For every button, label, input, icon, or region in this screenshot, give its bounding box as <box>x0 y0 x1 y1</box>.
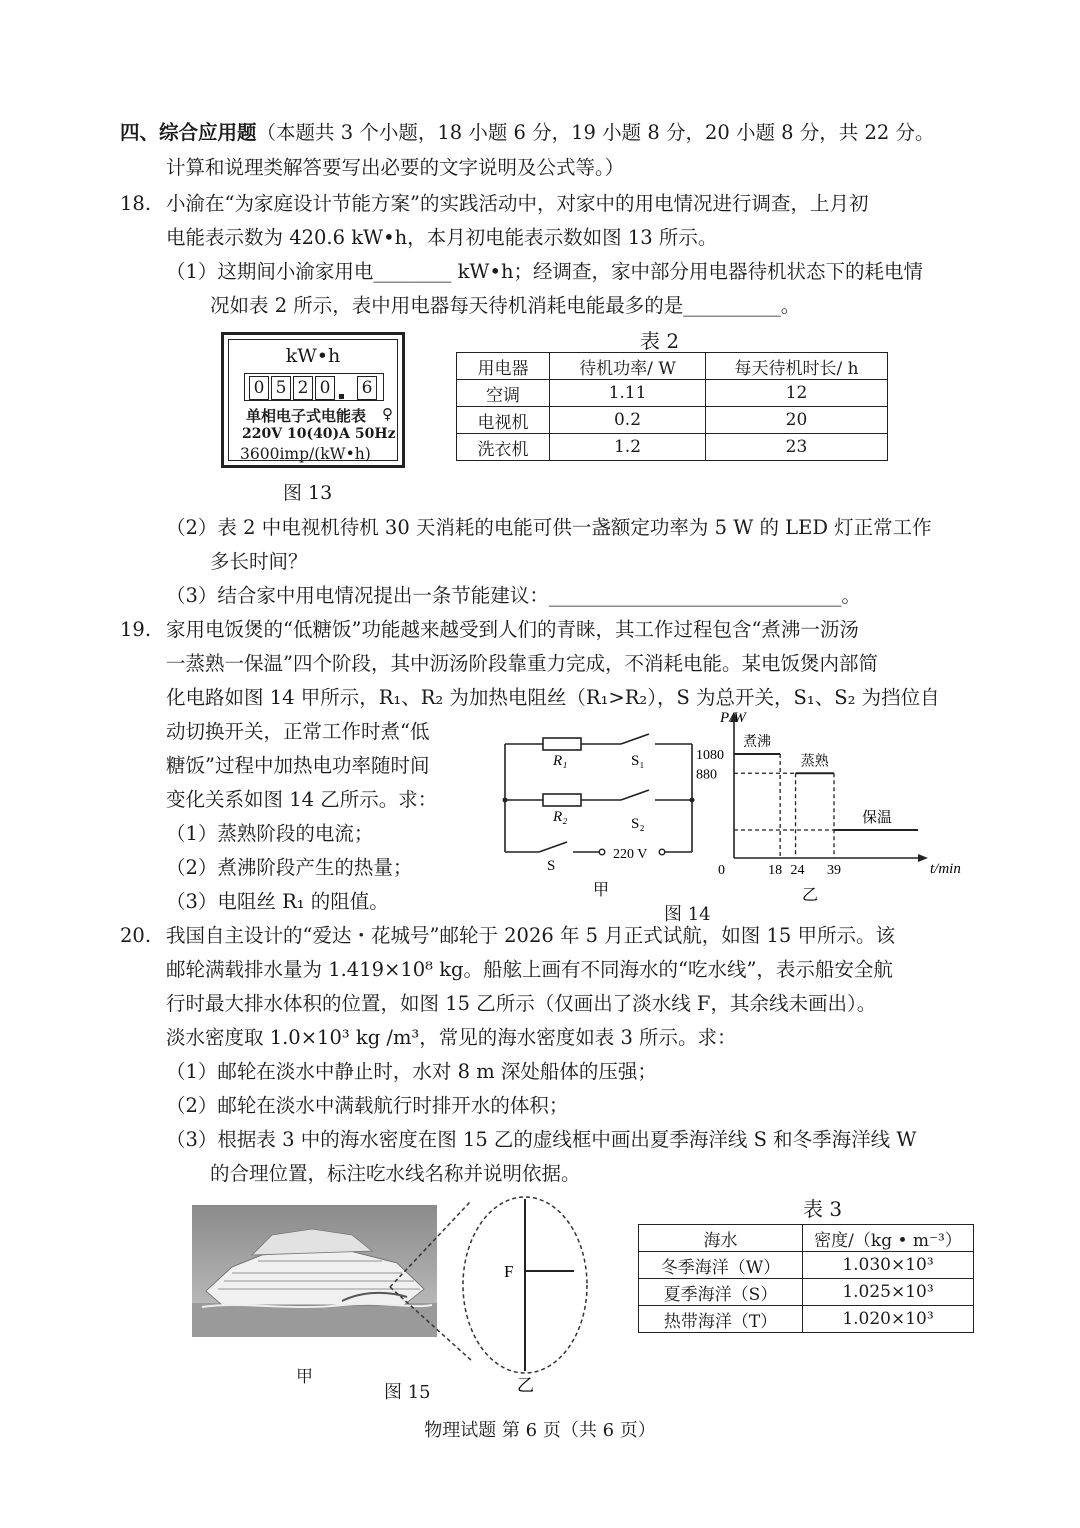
table-cell: 空调 <box>457 380 550 407</box>
table-row <box>457 407 888 434</box>
q18-part-1a: （1）这期间小渝家用电________ kW•h；经调查，家中部分用电器待机状态下的耗电情 <box>166 260 924 283</box>
table-3-title: 表 3 <box>803 1197 843 1221</box>
table-cell: 1.11 <box>550 380 706 407</box>
section-desc-1: （本题共 3 个小题，18 小题 6 分，19 小题 8 分，20 小题 8 分，共 22 分。 <box>256 121 935 144</box>
q20-line-2: 邮轮满载排水量为 1.419×10⁸ kg。船舷上画有不同海水的“吃水线”，表示船安全航 <box>166 958 893 981</box>
q19-line-1: 家用电饭煲的“低糖饭”功能越来越受到人们的青睐，其工作过程包含“煮沸一沥汤 <box>166 618 859 641</box>
section-heading-line <box>120 120 934 146</box>
power-time-chart <box>690 708 975 908</box>
label-f: F <box>504 1262 514 1281</box>
meter-led-icon: ♀ <box>382 405 393 423</box>
q20-part-2: （2）邮轮在淡水中满载航行时排开水的体积； <box>166 1094 569 1117</box>
q18-part-2a: （2）表 2 中电视机待机 30 天消耗的电能可供一盏额定功率为 5 W 的 LED 灯正常工作 <box>166 516 932 539</box>
label-220v: 220 V <box>613 847 648 862</box>
table-header: 每天待机时长/ h <box>706 353 888 380</box>
table-cell: 冬季海洋（W） <box>639 1252 803 1279</box>
q20-part-3b: 的合理位置，标注吃水线名称并说明依据。 <box>210 1162 581 1185</box>
meter-digit: 2 <box>293 376 313 400</box>
q20-number: 20. <box>120 924 152 947</box>
table-header: 待机功率/ W <box>550 353 706 380</box>
x-axis-label: t/min <box>930 861 961 877</box>
q18-part-3: （3）结合家中用电情况提出一条节能建议：______________________________。 <box>166 584 861 607</box>
y-tick-label: 1080 <box>696 748 724 763</box>
q19-line-2: 一蒸熟一保温”四个阶段，其中沥汤阶段靠重力完成，不消耗电能。某电饭煲内部简 <box>166 652 878 675</box>
table-cell: 20 <box>706 407 888 434</box>
q20-part-1: （1）邮轮在淡水中静止时，水对 8 m 深处船体的压强； <box>166 1060 657 1083</box>
label-s1: S₁ <box>631 753 645 769</box>
table-cell: 夏季海洋（S） <box>639 1279 803 1306</box>
q19-line-6: 变化关系如图 14 乙所示。求： <box>166 788 438 811</box>
table-3 <box>638 1224 974 1333</box>
q18-line-1: 小渝在“为家庭设计节能方案”的实践活动中，对家中的用电情况进行调查，上月初 <box>166 192 869 215</box>
figure-14-caption: 图 14 <box>664 904 711 925</box>
meter-display <box>244 373 384 401</box>
meter-decimal-point <box>339 394 344 399</box>
table-header: 用电器 <box>457 353 550 380</box>
q19-line-4: 动切换开关，正常工作时煮“低 <box>166 720 430 743</box>
table-cell: 1.025×10³ <box>803 1279 974 1306</box>
table-cell: 洗衣机 <box>457 434 550 461</box>
segment-label: 蒸熟 <box>800 754 829 770</box>
table-header: 密度/（kg • m⁻³） <box>803 1225 974 1252</box>
x-tick-label: 24 <box>790 863 805 878</box>
chart-caption: 乙 <box>802 887 819 904</box>
table-row <box>457 380 888 407</box>
table-2-title: 表 2 <box>640 329 680 353</box>
table-header: 海水 <box>639 1225 803 1252</box>
table-cell: 电视机 <box>457 407 550 434</box>
section-desc-2: 计算和说理类解答要写出必要的文字说明及公式等。） <box>166 156 625 179</box>
circuit-caption: 甲 <box>593 882 610 899</box>
meter-digit: 0 <box>315 376 335 400</box>
table-cell: 0.2 <box>550 407 706 434</box>
fig15-jia-label: 甲 <box>296 1367 313 1387</box>
meter-imp: 3600imp/(kW•h) <box>240 445 371 463</box>
page-footer: 物理试题 第 6 页（共 6 页） <box>424 1420 656 1441</box>
x-tick-label: 18 <box>768 863 783 878</box>
table-cell: 1.020×10³ <box>803 1306 974 1333</box>
q18-part-2b: 多长时间？ <box>210 550 308 573</box>
meter-digit: 5 <box>271 376 291 400</box>
table-cell: 23 <box>706 434 888 461</box>
q19-number: 19. <box>120 618 152 641</box>
q20-line-3: 行时最大排水体积的位置，如图 15 乙所示（仅画出了淡水线 F，其余线未画出）。 <box>166 992 877 1015</box>
dashed-connector <box>390 1202 470 1287</box>
segment-label: 煮沸 <box>743 735 772 750</box>
y-tick-label: 880 <box>696 767 717 783</box>
meter-digit: 6 <box>357 376 377 400</box>
label-s: S <box>547 858 556 874</box>
figure-15-caption: 图 15 <box>384 1382 431 1403</box>
table-cell: 1.2 <box>550 434 706 461</box>
q20-line-4: 淡水密度取 1.0×10³ kg /m³，常见的海水密度如表 3 所示。求： <box>166 1026 737 1049</box>
q19-part-3: （3）电阻丝 R₁ 的阻值。 <box>166 890 389 913</box>
q20-part-3a: （3）根据表 3 中的海水密度在图 15 乙的虚线框中画出夏季海洋线 S 和冬季海洋线 W <box>166 1128 917 1151</box>
x-tick-label: 0 <box>718 863 725 878</box>
label-s2: S₂ <box>631 816 645 832</box>
y-axis-label: P/W <box>720 710 746 726</box>
circuit-diagram <box>495 730 705 900</box>
q18-number: 18. <box>120 192 152 215</box>
q19-line-3: 化电路如图 14 甲所示，R₁、R₂ 为加热电阻丝（R₁>R₂），S 为总开关，S₁、S₂ 为挡位自 <box>166 686 940 709</box>
fig15-yi-label: 乙 <box>517 1376 534 1395</box>
meter-spec: 220V 10(40)A 50Hz <box>242 426 396 442</box>
table-cell: 12 <box>706 380 888 407</box>
table-2 <box>456 352 888 461</box>
q18-line-2: 电能表示数为 420.6 kW•h，本月初电能表示数如图 13 所示。 <box>166 226 718 249</box>
x-tick-label: 39 <box>827 863 841 878</box>
table-row <box>457 434 888 461</box>
q19-line-5: 糖饭”过程中加热电功率随时间 <box>166 754 430 777</box>
q18-part-1b: 况如表 2 所示，表中用电器每天待机消耗电能最多的是__________。 <box>210 294 801 317</box>
table-row <box>639 1306 974 1333</box>
figure-13-caption: 图 13 <box>283 482 333 504</box>
dashed-connector <box>390 1287 472 1361</box>
table-row <box>639 1252 974 1279</box>
q20-line-1: 我国自主设计的“爱达・花城号”邮轮于 2026 年 5 月正式试航，如图 15 甲所示。该 <box>166 924 895 947</box>
segment-label: 保温 <box>862 810 893 826</box>
table-row <box>639 1279 974 1306</box>
label-r1: R₁ <box>553 753 568 769</box>
table-cell: 1.030×10³ <box>803 1252 974 1279</box>
section-heading: 四、综合应用题 <box>120 121 257 144</box>
energy-meter <box>221 332 405 468</box>
q19-part-1: （1）蒸熟阶段的电流； <box>166 822 374 845</box>
table-row <box>457 353 888 380</box>
table-cell: 热带海洋（T） <box>639 1306 803 1333</box>
meter-digit: 0 <box>249 376 269 400</box>
meter-name: 单相电子式电能表 <box>246 407 367 425</box>
waterline-diagram <box>360 1195 600 1395</box>
x-axis-arrow <box>918 854 928 862</box>
meter-unit: kW•h <box>285 345 341 367</box>
q19-part-2: （2）煮沸阶段产生的热量； <box>166 856 413 879</box>
table-row <box>639 1225 974 1252</box>
label-r2: R₂ <box>553 809 568 825</box>
